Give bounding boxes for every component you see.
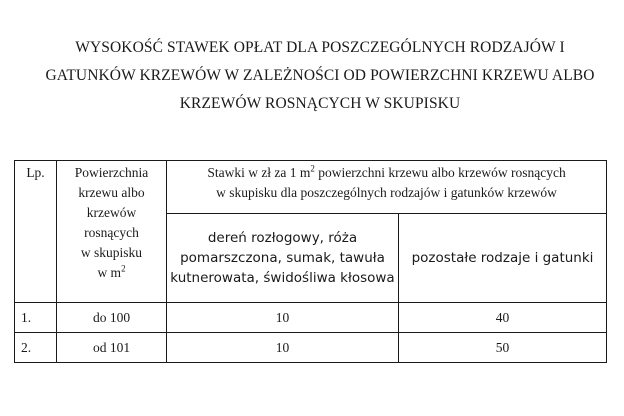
header-lp: Lp. bbox=[15, 161, 57, 303]
header-group-a bbox=[167, 214, 399, 303]
table-header-row bbox=[15, 161, 607, 214]
title-line-2: GATUNKÓW KRZEWÓW W ZALEŻNOŚCI OD POWIERZCHNI KRZEWU ALBO bbox=[45, 67, 595, 84]
header-powierzchnia-unit: w $m^2$ bbox=[97, 263, 126, 280]
fee-rates-table bbox=[14, 160, 607, 363]
header-group-a-line: kutnerowata, świdośliwa kłosowa bbox=[170, 270, 395, 286]
cell-group-a: 10 bbox=[167, 303, 399, 333]
header-stawki-line-1: Stawki w zł za 1 $m^2$ powierzchni krzewu albo krzewów rosnących bbox=[207, 163, 566, 180]
header-powierzchnia-line: Powierzchnia bbox=[74, 165, 149, 180]
document-title bbox=[40, 34, 600, 118]
table-row bbox=[15, 333, 607, 363]
cell-group-b: 40 bbox=[399, 303, 607, 333]
cell-group-b: 50 bbox=[399, 333, 607, 363]
cell-group-a: 10 bbox=[167, 333, 399, 363]
table-row bbox=[15, 303, 607, 333]
cell-powierzchnia: do 100 bbox=[57, 303, 167, 333]
header-group-a-line: dereń rozłogowy, róża bbox=[207, 230, 358, 246]
header-powierzchnia bbox=[57, 161, 167, 303]
header-group-a-line: pomarszczona, sumak, tawuła bbox=[180, 250, 385, 266]
title-line-3: KRZEWÓW ROSNĄCYCH W SKUPISKU bbox=[179, 95, 461, 112]
header-stawki-line-2: w skupisku dla poszczególnych rodzajów i gatunków krzewów bbox=[216, 185, 557, 200]
header-group-b: pozostałe rodzaje i gatunki bbox=[399, 214, 607, 303]
cell-powierzchnia: od 101 bbox=[57, 333, 167, 363]
title-line-1: WYSOKOŚĆ STAWEK OPŁAT DLA POSZCZEGÓLNYCH RODZAJÓW I bbox=[75, 39, 565, 56]
header-powierzchnia-line: rosnących bbox=[84, 225, 139, 240]
cell-lp: 1. bbox=[15, 303, 57, 333]
header-powierzchnia-line: krzewów bbox=[86, 205, 137, 220]
header-powierzchnia-line: w skupisku bbox=[80, 245, 143, 260]
cell-lp: 2. bbox=[15, 333, 57, 363]
header-powierzchnia-line: krzewu albo bbox=[78, 185, 145, 200]
header-stawki bbox=[167, 161, 607, 214]
